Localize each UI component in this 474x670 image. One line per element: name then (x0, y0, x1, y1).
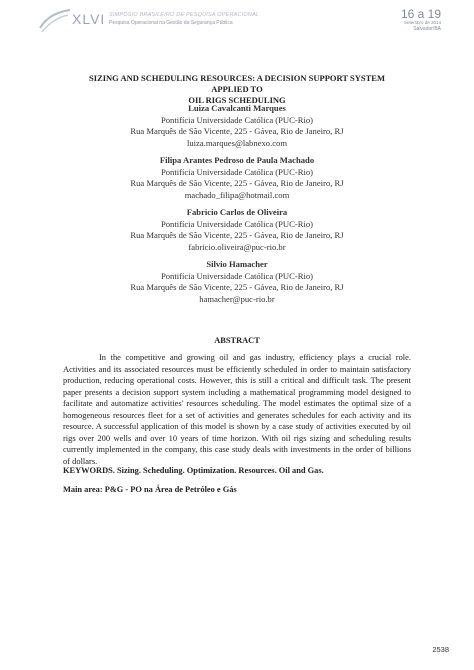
conference-subtitle: Pesquisa Operacional na Gestão da Segurança Pública (109, 20, 233, 26)
author-block (100, 207, 374, 253)
author-address: Rua Marquês de São Vicente, 225 - Gávea, Rio de Janeiro, RJ (130, 230, 344, 241)
author-name: Filipa Arantes Pedroso de Paula Machado (159, 155, 315, 165)
author-email[interactable]: hamacher@puc-rio.br (199, 293, 275, 304)
author-name: Luiza Cavalcanti Marques (188, 103, 286, 113)
paper-title-line-1: SIZING AND SCHEDULING RESOURCES: A DECISION SUPPORT SYSTEM APPLIED TO (89, 73, 385, 94)
author-email[interactable]: machado_filipa@hotmail.com (184, 189, 290, 200)
author-block (100, 103, 374, 149)
author-name: Fabricio Carlos de Oliveira (186, 207, 288, 217)
conference-month: Setembro de 2014 (403, 20, 441, 25)
conference-logo-icon (38, 8, 72, 34)
author-affiliation: Pontifícia Universidade Católica (PUC-Rio) (160, 218, 314, 229)
paper-title-line-2: OIL RIGS SCHEDULING (188, 95, 286, 105)
author-block (100, 155, 374, 201)
conference-code: XLVI (72, 11, 106, 27)
conference-header (0, 0, 474, 46)
abstract-body: In the competitive and growing oil and gas industry, efficiency plays a crucial role. Activities and its associated resources must be efficiently scheduled in order to maintain satisfactory production, reducing operational costs. However, this is still a critical and difficult task. The present paper presents a decision support system including a mathematical programming model designed to facilitate and automatize activities' resources scheduling. The model estimates the optimal size of a homogeneous resources fleet for a set of activities and generates schedules for each activity and its resource. A successful application of this model is shown by a case study of activities executed by oil rigs over 200 wells and over 10 years of time horizon. With oil rigs sizing and scheduling results currently implemented in the company, this case study deals with investments in the order of billions of dollars. (63, 352, 411, 466)
author-name: Silvio Hamacher (206, 259, 268, 269)
author-address: Rua Marquês de São Vicente, 225 - Gávea, Rio de Janeiro, RJ (130, 178, 344, 189)
paper-title (76, 73, 398, 106)
main-area: Main area: P&G - PO na Área de Petróleo e Gás (63, 485, 237, 494)
conference-name: SIMPÓSIO BRASILEIRO DE PESQUISA OPERACIONAL (109, 12, 260, 18)
conference-date (401, 8, 441, 32)
abstract-heading: ABSTRACT (214, 336, 260, 345)
author-email[interactable]: luiza.marques@labnexo.com (186, 137, 288, 148)
author-affiliation: Pontifícia Universidade Católica (PUC-Rio) (160, 166, 314, 177)
conference-days: 16 a 19 (400, 7, 441, 21)
author-affiliation: Pontifícia Universidade Católica (PUC-Rio) (160, 114, 314, 125)
author-block (100, 259, 374, 305)
author-address: Rua Marquês de São Vicente, 225 - Gávea, Rio de Janeiro, RJ (130, 282, 344, 293)
author-email[interactable]: fabricio.oliveira@puc-rio.br (188, 241, 286, 252)
conference-city: Salvador/BA (413, 26, 441, 32)
page-number: 2538 (432, 645, 449, 654)
author-address: Rua Marquês de São Vicente, 225 - Gávea, Rio de Janeiro, RJ (130, 126, 344, 137)
author-affiliation: Pontifícia Universidade Católica (PUC-Rio) (160, 270, 314, 281)
keywords: KEYWORDS. Sizing. Scheduling. Optimization. Resources. Oil and Gas. (63, 466, 324, 475)
